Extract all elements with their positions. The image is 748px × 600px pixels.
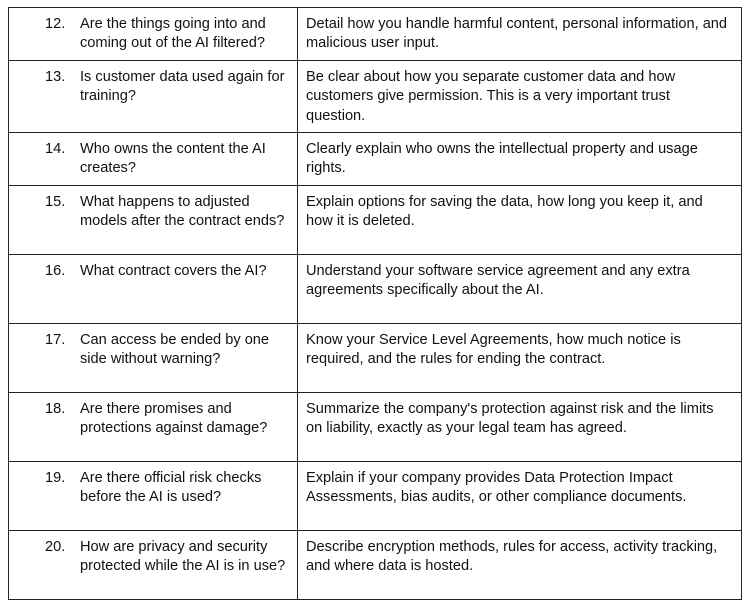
table-row	[9, 133, 742, 186]
question-text: How are privacy and security protected while the AI is in use?	[80, 538, 286, 575]
question-cell	[9, 254, 298, 323]
answer-cell	[298, 530, 742, 599]
answer-cell	[298, 185, 742, 254]
answer-cell	[298, 392, 742, 461]
question-text: Are there official risk checks before the AI is used?	[80, 469, 262, 506]
answer-text: Explain options for saving the data, how long you keep it, and how it is deleted.	[306, 193, 703, 230]
answer-cell	[298, 323, 742, 392]
table-row	[9, 461, 742, 530]
question-cell	[9, 461, 298, 530]
faq-table	[8, 7, 742, 600]
answer-cell	[298, 8, 742, 61]
table-row	[9, 530, 742, 599]
question-cell	[9, 60, 298, 132]
answer-text: Understand your software service agreement and any extra agreements specifically about the AI.	[306, 262, 690, 299]
question-number: 19.	[45, 469, 66, 486]
answer-text: Explain if your company provides Data Protection Impact Assessments, bias audits, or other compliance documents.	[306, 469, 687, 506]
answer-text: Be clear about how you separate customer data and how customers give permission. This is a very important trust question.	[306, 68, 676, 124]
question-text: Are there promises and protections against damage?	[80, 400, 268, 437]
answer-cell	[298, 461, 742, 530]
question-number: 12.	[45, 16, 66, 32]
answer-text: Detail how you handle harmful content, personal information, and malicious user input.	[306, 16, 728, 52]
question-number: 18.	[45, 400, 66, 417]
table-row	[9, 185, 742, 254]
answer-text: Describe encryption methods, rules for access, activity tracking, and where data is hosted.	[306, 538, 718, 575]
table-row	[9, 60, 742, 132]
question-number: 14.	[45, 141, 66, 158]
question-text: Are the things going into and coming out of the AI filtered?	[80, 16, 266, 52]
question-cell	[9, 323, 298, 392]
question-number: 20.	[45, 538, 66, 555]
question-number: 16.	[45, 262, 66, 279]
table-row	[9, 392, 742, 461]
answer-text: Summarize the company's protection against risk and the limits on liability, exactly as your legal team has agreed.	[306, 400, 714, 437]
question-text: What happens to adjusted models after the contract ends?	[80, 193, 285, 230]
question-number: 17.	[45, 331, 66, 348]
table-row	[9, 8, 742, 61]
question-cell	[9, 133, 298, 186]
question-text: Can access be ended by one side without warning?	[80, 331, 270, 368]
table-row	[9, 323, 742, 392]
answer-text: Clearly explain who owns the intellectual property and usage rights.	[306, 141, 698, 177]
question-text: What contract covers the AI?	[80, 262, 267, 279]
question-cell	[9, 8, 298, 61]
table-row	[9, 254, 742, 323]
answer-cell	[298, 133, 742, 186]
question-text: Is customer data used again for training?	[80, 68, 285, 105]
question-cell	[9, 185, 298, 254]
question-cell	[9, 392, 298, 461]
answer-cell	[298, 60, 742, 132]
answer-text: Know your Service Level Agreements, how much notice is required, and the rules for ending the contract.	[306, 331, 681, 368]
question-cell	[9, 530, 298, 599]
answer-cell	[298, 254, 742, 323]
question-number: 15.	[45, 193, 66, 210]
question-text: Who owns the content the AI creates?	[80, 141, 266, 177]
question-number: 13.	[45, 68, 66, 85]
